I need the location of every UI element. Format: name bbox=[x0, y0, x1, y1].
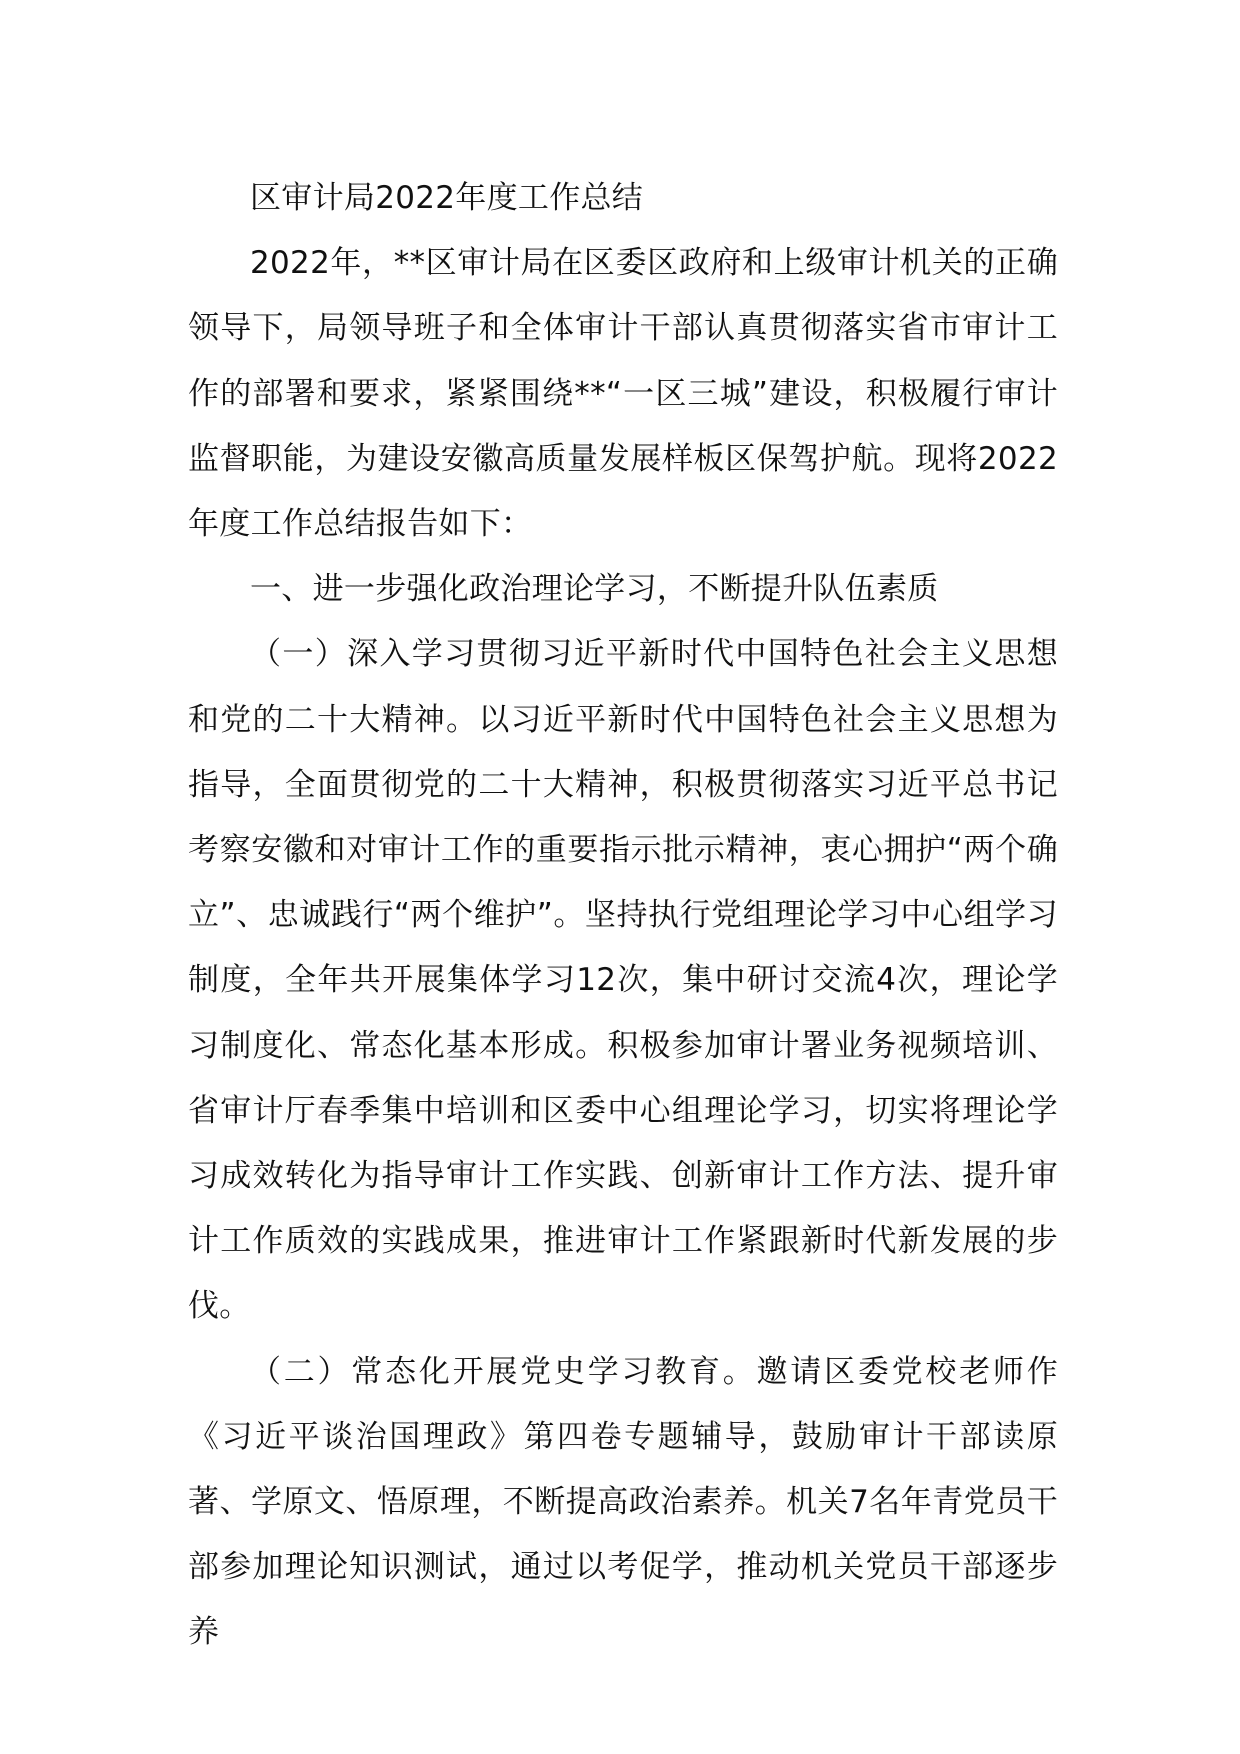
section-heading-1: 一、进一步强化政治理论学习，不断提升队伍素质 bbox=[250, 571, 939, 608]
subsection-paragraph-2: （二）常态化开展党史学习教育。邀请区委党校老师作《习近平谈治国理政》第四卷专题辅导，鼓励审计干部读原著、学原文、悟原理，不断提高政治素养。机关7名年青党员干部参加理论知识测试，通过以考促学，推动机关党员干部逐步养 bbox=[188, 1353, 1058, 1651]
document-title: 区审计局2022年度工作总结 bbox=[250, 180, 644, 216]
intro-paragraph: 2022年，**区审计局在区委区政府和上级审计机关的正确领导下，局领导班子和全体审计干部认真贯彻落实省市审计工作的部署和要求，紧紧围绕**“一区三城”建设，积极履行审计监督职能，为建设安徽高质量发展样板区保驾护航。现将2022年度工作总结报告如下： bbox=[188, 245, 1058, 543]
document-body bbox=[188, 166, 1058, 1666]
subsection-paragraph-1: （一）深入学习贯彻习近平新时代中国特色社会主义思想和党的二十大精神。以习近平新时代中国特色社会主义思想为指导，全面贯彻党的二十大精神，积极贯彻落实习近平总书记考察安徽和对审计工作的重要指示批示精神，衷心拥护“两个确立”、忠诚践行“两个维护”。坚持执行党组理论学习中心组学习制度，全年共开展集体学习12次，集中研讨交流4次，理论学习制度化、常态化基本形成。积极参加审计署业务视频培训、省审计厅春季集中培训和区委中心组理论学习，切实将理论学习成效转化为指导审计工作实践、创新审计工作方法、提升审计工作质效的实践成果，推进审计工作紧跟新时代新发展的步伐。 bbox=[188, 636, 1058, 1325]
